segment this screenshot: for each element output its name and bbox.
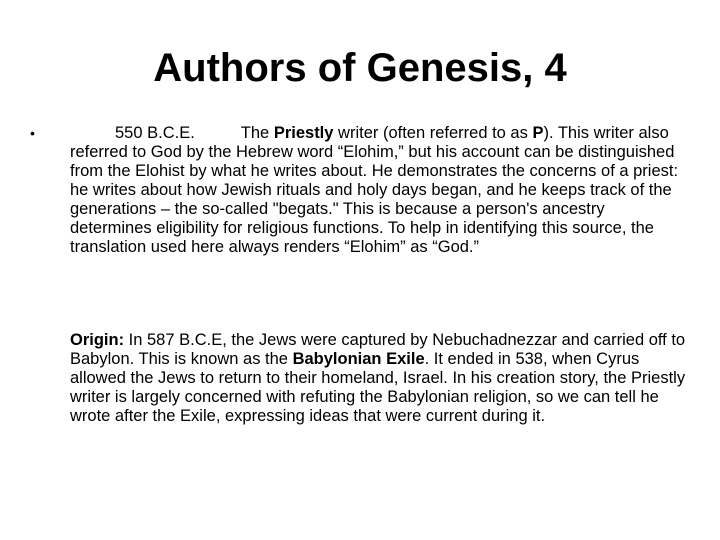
bullet-marker: • bbox=[30, 125, 35, 141]
babylonian-exile-bold: Babylonian Exile bbox=[292, 350, 425, 368]
priestly-bold: Priestly bbox=[273, 124, 334, 142]
date-label: 550 B.C.E. bbox=[115, 124, 195, 142]
priestly-writer-paragraph: 550 B.C.E. The Priestly writer (often referred to as P). This writer also referred to God by the Hebrew word “Elohim,” but his account can be distinguished from the Elohist by what he writes about. He demonstrates the concerns of a priest: he writes about how Jewish rituals and holy days began, and he keeps track of the generations – the so-called "begats." This is because a person's ancestry determines eligibility for religious functions. To help in identifying this source, the translation used here always renders “Elohim” as “God.” bbox=[70, 124, 679, 256]
origin-paragraph: Origin: In 587 B.C.E, the Jews were captured by Nebuchadnezzar and carried off to Babylon. This is known as the Babylonian Exile. It ended in 538, when Cyrus allowed the Jews to return to their homeland, Israel. In his creation story, the Priestly writer is largely concerned with refuting the Babylonian religion, so we can tell he wrote after the Exile, expressing ideas that were current during it. bbox=[70, 331, 686, 425]
origin-label: Origin: bbox=[70, 331, 125, 349]
slide-title: Authors of Genesis, 4 bbox=[153, 46, 567, 90]
p-bold: P bbox=[532, 124, 544, 142]
